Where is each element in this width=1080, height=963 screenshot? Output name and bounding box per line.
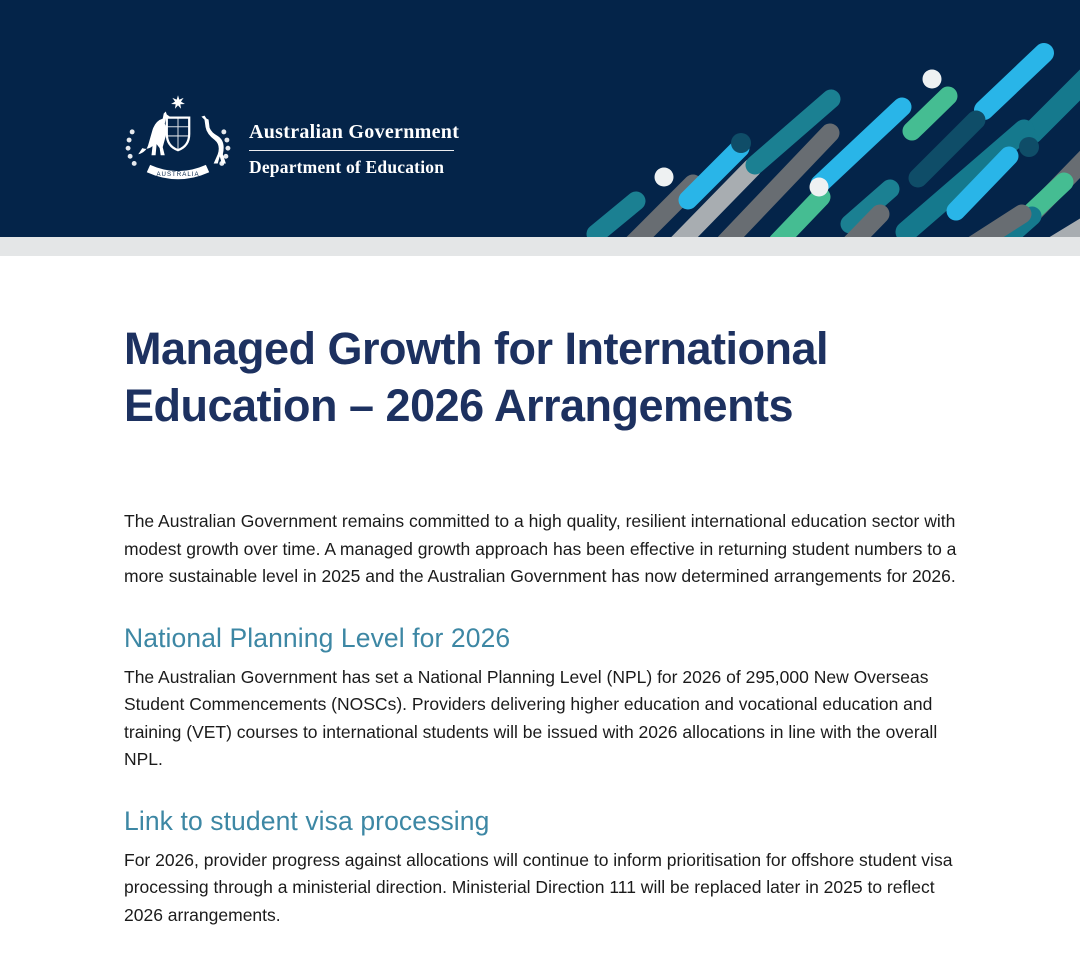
australian-coat-of-arms-icon <box>124 93 232 185</box>
intro-paragraph: The Australian Government remains committed to a high quality, resilient international education sector with modest growth over time. A managed growth approach has been effective in returning student numbers to a more sustainable level in 2025 and the Australian Government has now determined arrangements for 2026. <box>124 511 957 586</box>
header-band <box>0 0 1080 237</box>
document-content <box>0 320 969 929</box>
section-heading: Link to student visa processing <box>124 805 490 836</box>
section-heading: National Planning Level for 2026 <box>124 622 511 653</box>
brand-divider <box>249 150 454 151</box>
government-brand <box>249 121 459 177</box>
section-body: The Australian Government has set a National Planning Level (NPL) for 2026 of 295,000 New Overseas Student Commencements (NOSCs). Providers delivering higher education and vocational education and training (VET) courses to international students will be issued with 2026 allocations in line with the overall NPL. <box>124 666 938 769</box>
section-national-planning-level <box>124 622 969 774</box>
section-visa-processing <box>124 805 969 930</box>
agency-title: Australian Government <box>249 121 460 143</box>
section-body: For 2026, provider progress against allocations will continue to inform prioritisation for offshore student visa processing through a ministerial direction. Ministerial Direction 111 will be replaced later in 2025 to reflect 2026 arrangements. <box>124 849 953 925</box>
department-title: Department of Education <box>249 157 445 177</box>
page-title: Managed Growth for International Education – 2026 Arrangements <box>124 323 829 431</box>
header-strip <box>0 237 1080 256</box>
crest-banner-label: AUSTRALIA <box>156 171 200 179</box>
